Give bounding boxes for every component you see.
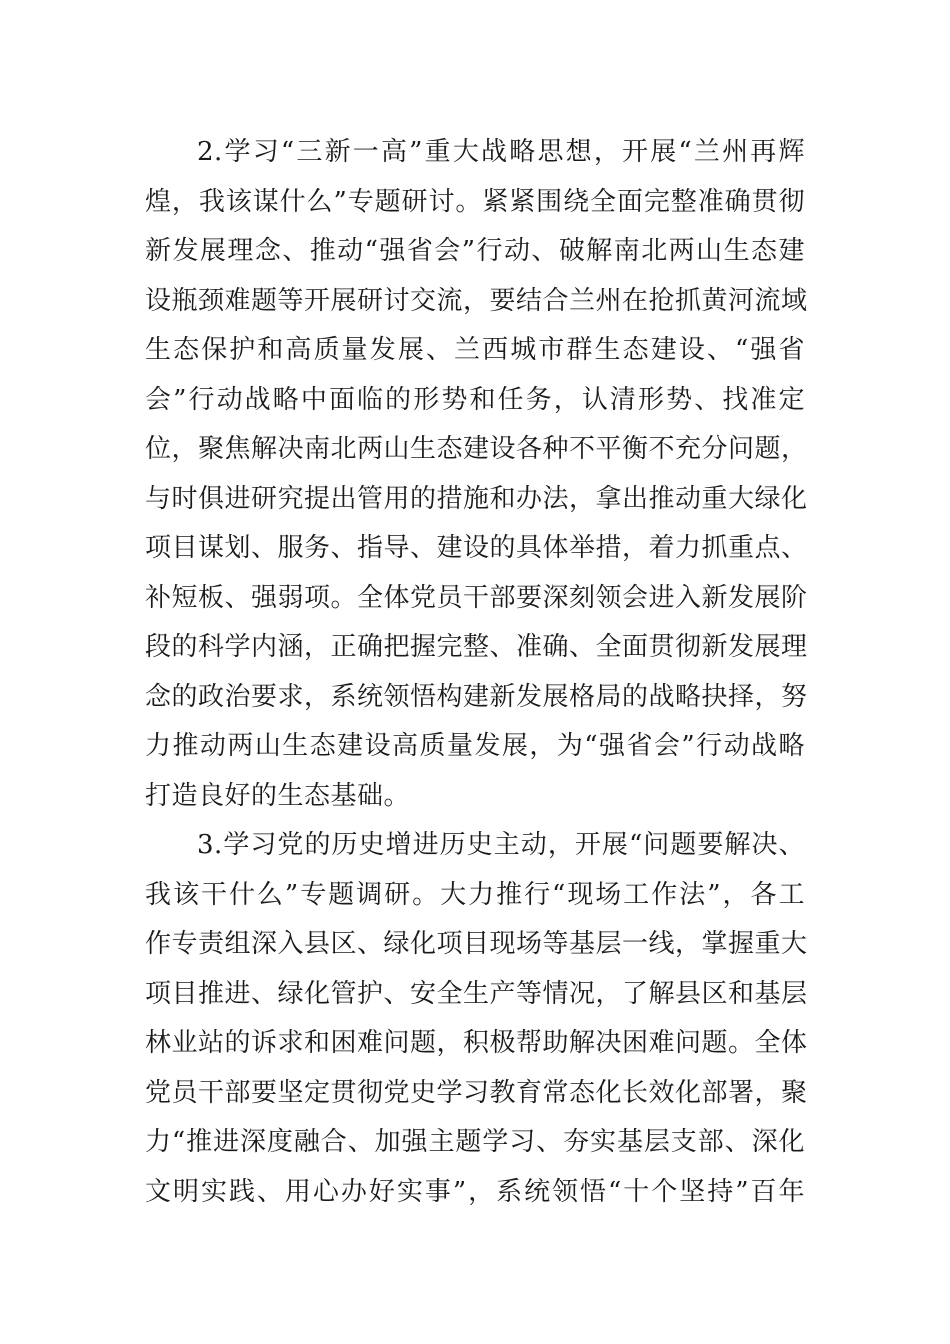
paragraph-3-line: 力“推进深度融合、加强主题学习、夯实基层支部、深化	[145, 1127, 805, 1157]
paragraph-2-line: 会”行动战略中面临的形势和任务，认清形势、找准定	[145, 385, 805, 415]
paragraph-3-line: 项目推进、绿化管护、安全生产等情况，了解县区和基层	[145, 979, 808, 1009]
paragraph-2-line: 打造良好的生态基础。	[145, 781, 411, 811]
paragraph-2-line: 生态保护和高质量发展、兰西城市群生态建设、“强省	[145, 335, 805, 365]
paragraph-2-line: 念的政治要求，系统领悟构建新发展格局的战略抉择，努	[145, 682, 808, 712]
paragraph-3-line: 文明实践、用心办好实事”，系统领悟“十个坚持”百年	[145, 1177, 805, 1207]
paragraph-3-line: 3.学习党的历史增进历史主动，开展“问题要解决、	[197, 830, 805, 860]
paragraph-2-line: 位，聚焦解决南北两山生态建设各种不平衡不充分问题，	[145, 434, 808, 464]
paragraph-2-line: 段的科学内涵，正确把握完整、准确、全面贯彻新发展理	[145, 632, 808, 662]
paragraph-2-line: 新发展理念、推动“强省会”行动、破解南北两山生态建	[145, 236, 805, 266]
paragraph-2-line: 2.学习“三新一高”重大战略思想，开展“兰州再辉	[197, 137, 805, 167]
paragraph-2-line: 与时俱进研究提出管用的措施和办法，拿出推动重大绿化	[145, 484, 808, 514]
paragraph-2-line: 煌，我该谋什么”专题研讨。紧紧围绕全面完整准确贯彻	[145, 187, 805, 217]
paragraph-3-line: 林业站的诉求和困难问题，积极帮助解决困难问题。全体	[145, 1028, 808, 1058]
paragraph-2-line: 力推动两山生态建设高质量发展，为“强省会”行动战略	[145, 731, 805, 761]
paragraph-3-line: 我该干什么”专题调研。大力推行“现场工作法”，各工	[145, 880, 805, 910]
paragraph-3-line: 党员干部要坚定贯彻党史学习教育常态化长效化部署，聚	[145, 1078, 808, 1108]
paragraph-2-line: 项目谋划、服务、指导、建设的具体举措，着力抓重点、	[145, 533, 808, 563]
paragraph-2-line: 补短板、强弱项。全体党员干部要深刻领会进入新发展阶	[145, 583, 808, 613]
paragraph-3-line: 作专责组深入县区、绿化项目现场等基层一线，掌握重大	[145, 929, 808, 959]
paragraph-2-line: 设瓶颈难题等开展研讨交流，要结合兰州在抢抓黄河流域	[145, 286, 808, 316]
